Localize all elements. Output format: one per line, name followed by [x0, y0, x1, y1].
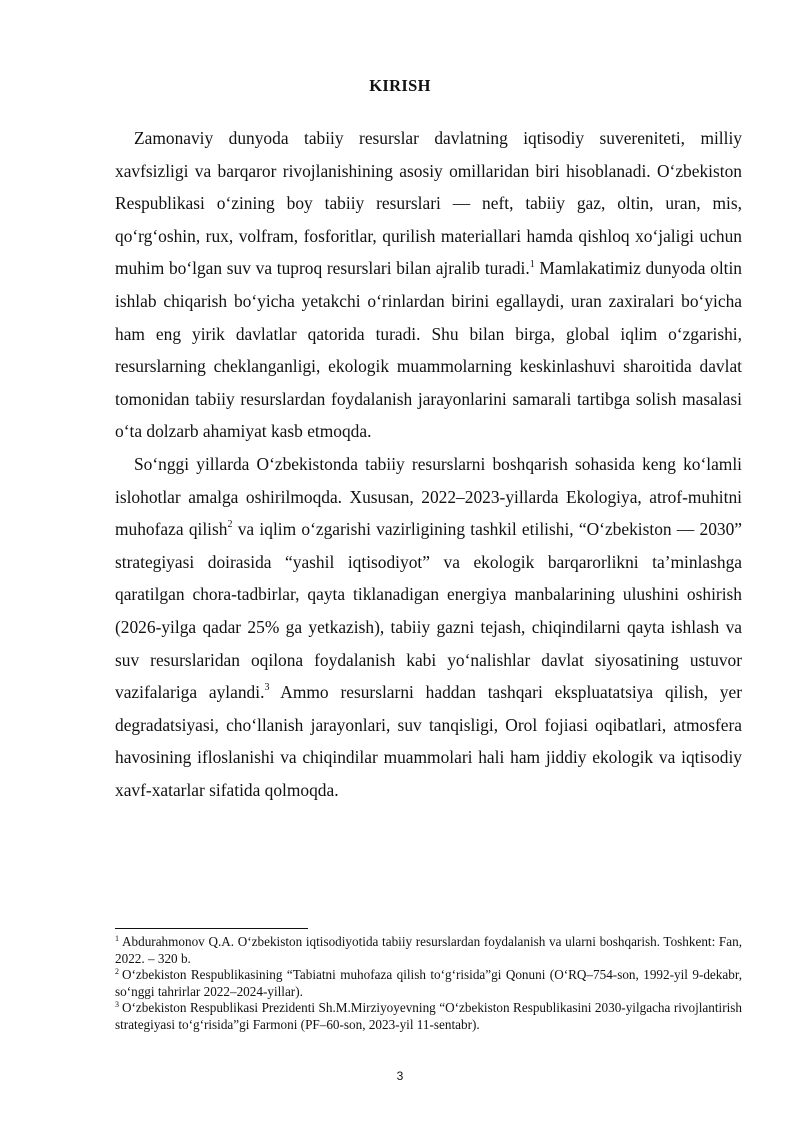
footnote-3-text: O‘zbekiston Respublikasi Prezidenti Sh.M.Mirziyoyevning “O‘zbekiston Respublikasini 2030-yilgacha rivojlantirish strategiyasi to‘g‘risida”gi Farmoni (PF–60-son, 2023-yil 11-sentabr).: [115, 1000, 742, 1032]
footnote-ref-3[interactable]: 3: [264, 682, 270, 694]
paragraph-1-text-a: Zamonaviy dunyoda tabiiy resurslar davlatning iqtisodiy suvereniteti, milliy xavfsizligi va barqaror rivojlanishining asosiy omillaridan biri hisoblanadi. O‘zbekiston Respublikasi o‘zining boy tabiiy resurslari — neft, tabiiy gaz, oltin, uran, mis, qo‘rg‘oshin, rux, volfram, fosforitlar, qurilish materiallari hamda qishloq xo‘jaligi uchun muhim bo‘lgan suv va tuproq resurslari bilan ajralib turadi.: [115, 128, 742, 279]
paragraph-1: [115, 122, 742, 448]
footnote-ref-2[interactable]: 2: [227, 519, 233, 531]
paragraph-2-text-c: Ammo resurslarni haddan tashqari ekspluatatsiya qilish, yer degradatsiyasi, cho‘llanish jarayonlari, suv tanqisligi, Orol fojiasi oqibatlari, atmosfera havosining ifloslanishi va chiqindilar muammolari hali ham jiddiy ekologik va iqtisodiy xavf-xatarlar sifatida qolmoqda.: [115, 682, 742, 800]
footnote-2: [115, 967, 742, 1000]
footnote-2-text: O‘zbekiston Respublikasining “Tabiatni muhofaza qilish to‘g‘risida”gi Qonuni (O‘RQ–754-son, 1992-yil 9-dekabr, so‘nggi tahrirlar 2022–2024-yillar).: [115, 967, 742, 999]
footnote-1-text: Abdurahmonov Q.A. O‘zbekiston iqtisodiyotida tabiiy resurslardan foydalanish va ularni boshqarish. Toshkent: Fan, 2022. – 320 b.: [115, 934, 742, 966]
footnote-1: [115, 934, 742, 967]
page-title: KIRISH: [369, 76, 431, 95]
footnote-divider: [115, 928, 308, 929]
footnote-ref-1[interactable]: 1: [529, 258, 535, 270]
footnote-3: [115, 1000, 742, 1033]
body-text: [115, 122, 742, 806]
paragraph-1-text-b: Mamlakatimiz dunyoda oltin ishlab chiqarish bo‘yicha yetakchi o‘rinlardan birini egallaydi, uran zaxiralari bo‘yicha ham eng yirik davlatlar qatorida turadi. Shu bilan birga, global iqlim o‘zgarishi, resurslarning cheklanganligi, ekologik muammolarning keskinlashuvi sharoitida davlat tomonidan tabiiy resurslardan foydalanish jarayonlarini samarali tartibga solish masalasi o‘ta dolzarb ahamiyat kasb etmoqda.: [115, 258, 743, 442]
footnote-1-mark: 1: [115, 933, 119, 943]
footnotes: [115, 934, 742, 1034]
footnote-2-mark: 2: [115, 966, 119, 976]
paragraph-2-text-b: va iqlim o‘zgarishi vazirligining tashkil etilishi, “O‘zbekiston — 2030” strategiyasi doirasida “yashil iqtisodiyot” va ekologik barqarorlikni ta’minlashga qaratilgan chora-tadbirlar, qayta tiklanadigan energiya manbalarining ulushini oshirish (2026-yilga qadar 25% ga yetkazish), tabiiy gazni tejash, chiqindilarni qayta ishlash va suv resurslaridan oqilona foydalanish kabi yo‘nalishlar davlat siyosatining ustuvor vazifalariga aylandi.: [115, 519, 742, 703]
footnote-3-mark: 3: [115, 999, 119, 1009]
paragraph-2: [115, 448, 742, 807]
page-number: 3: [396, 1069, 404, 1083]
paragraph-2-text-a: So‘nggi yillarda O‘zbekistonda tabiiy resurslarni boshqarish sohasida keng ko‘lamli islohotlar amalga oshirilmoqda. Xususan, 2022–2023-yillarda Ekologiya, atrof-muhitni muhofaza qilish: [115, 453, 742, 540]
